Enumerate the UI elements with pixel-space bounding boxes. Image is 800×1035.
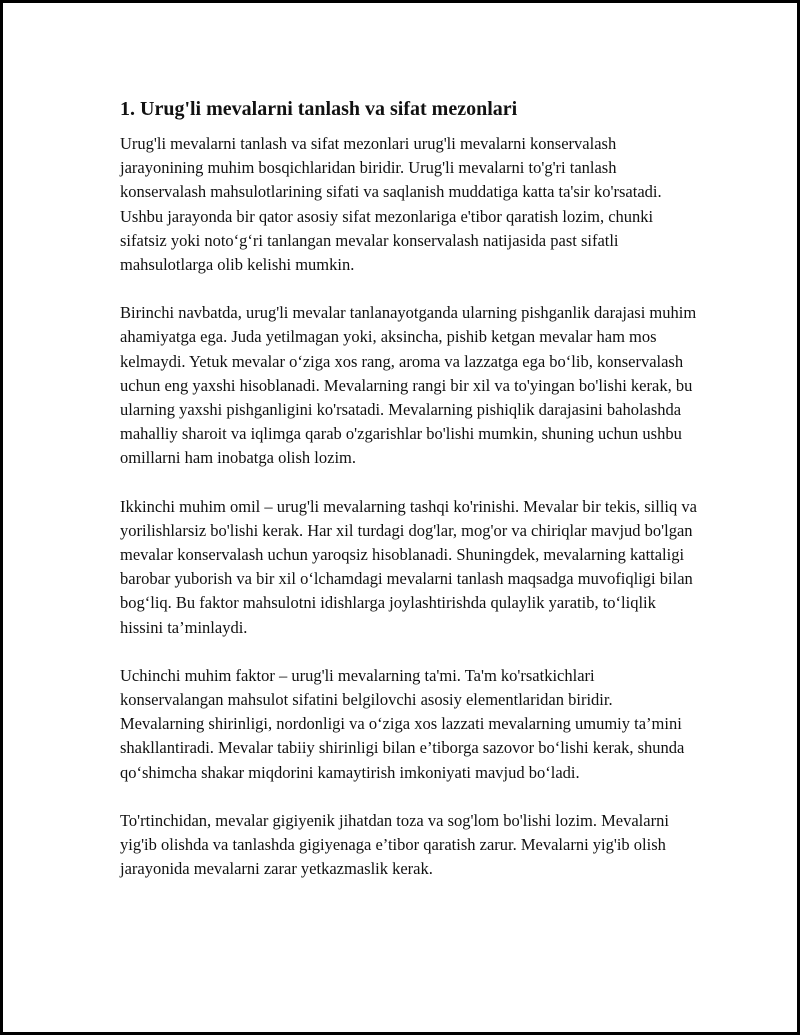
paragraph-hygiene: To'rtinchidan, mevalar gigiyenik jihatdan toza va sog'lom bo'lishi lozim. Mevalarni yig'ib olishda va tanlashda gigiyenaga e’tibor qaratish zarur. Mevalarni yig'ib olish jarayonida mevalarni zarar yetkazmaslik kerak. <box>120 810 669 879</box>
section-heading: 1. Urug'li mevalarni tanlash va sifat mezonlari <box>120 98 518 120</box>
document-body <box>120 96 700 905</box>
paragraph-appearance: Ikkinchi muhim omil – urug'li mevalarning tashqi ko'rinishi. Mevalar bir tekis, silliq va yorilishlarsiz bo'lishi kerak. Har xil turdagi dog'lar, mog'or va chiriqlar mavjud bo'lgan mevalar konservalash uchun yaroqsiz hisoblanadi. Shuningdek, mevalarning kattaligi barobar yuborish va bir xil o‘lchamdagi mevalarni tanlash maqsadga muvofiqligi bilan bog‘liq. Bu faktor mahsulotni idishlarga joylashtirishda qulaylik yaratib, to‘liqlik hissini ta’minlaydi. <box>120 496 697 637</box>
paragraph-ripeness: Birinchi navbatda, urug'li mevalar tanlanayotganda ularning pishganlik darajasi muhim ahamiyatga ega. Juda yetilmagan yoki, aksincha, pishib ketgan mevalar ham mos kelmaydi. Yetuk mevalar o‘ziga xos rang, aroma va lazzatga ega bo‘lib, konservalash uchun eng yaxshi hisoblanadi. Mevalarning rangi bir xil va to'yingan bo'lishi kerak, bu ularning yaxshi pishganligini ko'rsatadi. Mevalarning pishiqlik darajasini baholashda mahalliy sharoit va iqlimga qarab o'zgarishlar bo'lishi mumkin, shuning uchun ushbu omillarni ham inobatga olish lozim. <box>120 303 697 468</box>
paragraph-intro: Urug'li mevalarni tanlash va sifat mezonlari urug'li mevalarni konservalash jarayonining muhim bosqichlaridan biridir. Urug'li mevalarni to'g'ri tanlash konservalash mahsulotlarining sifati va saqlanish muddatiga katta ta'sir ko'rsatadi. Ushbu jarayonda bir qator asosiy sifat mezonlariga e'tibor qaratish lozim, chunki sifatsiz yoki noto‘g‘ri tanlangan mevalar konservalash natijasida past sifatli mahsulotlarga olib kelishi mumkin. <box>120 134 662 275</box>
paragraph-taste: Uchinchi muhim faktor – urug'li mevalarning ta'mi. Ta'm ko'rsatkichlari konservalangan mahsulot sifatini belgilovchi asosiy elementlaridan biridir. Mevalarning shirinligi, nordonligi va o‘ziga xos lazzati mevalarning umumiy ta’mini shakllantiradi. Mevalar tabiiy shirinligi bilan e’tiborga sazovor bo‘lishi kerak, shunda qo‘shimcha shakar miqdorini kamaytirish imkoniyati mavjud bo‘ladi. <box>120 665 685 782</box>
